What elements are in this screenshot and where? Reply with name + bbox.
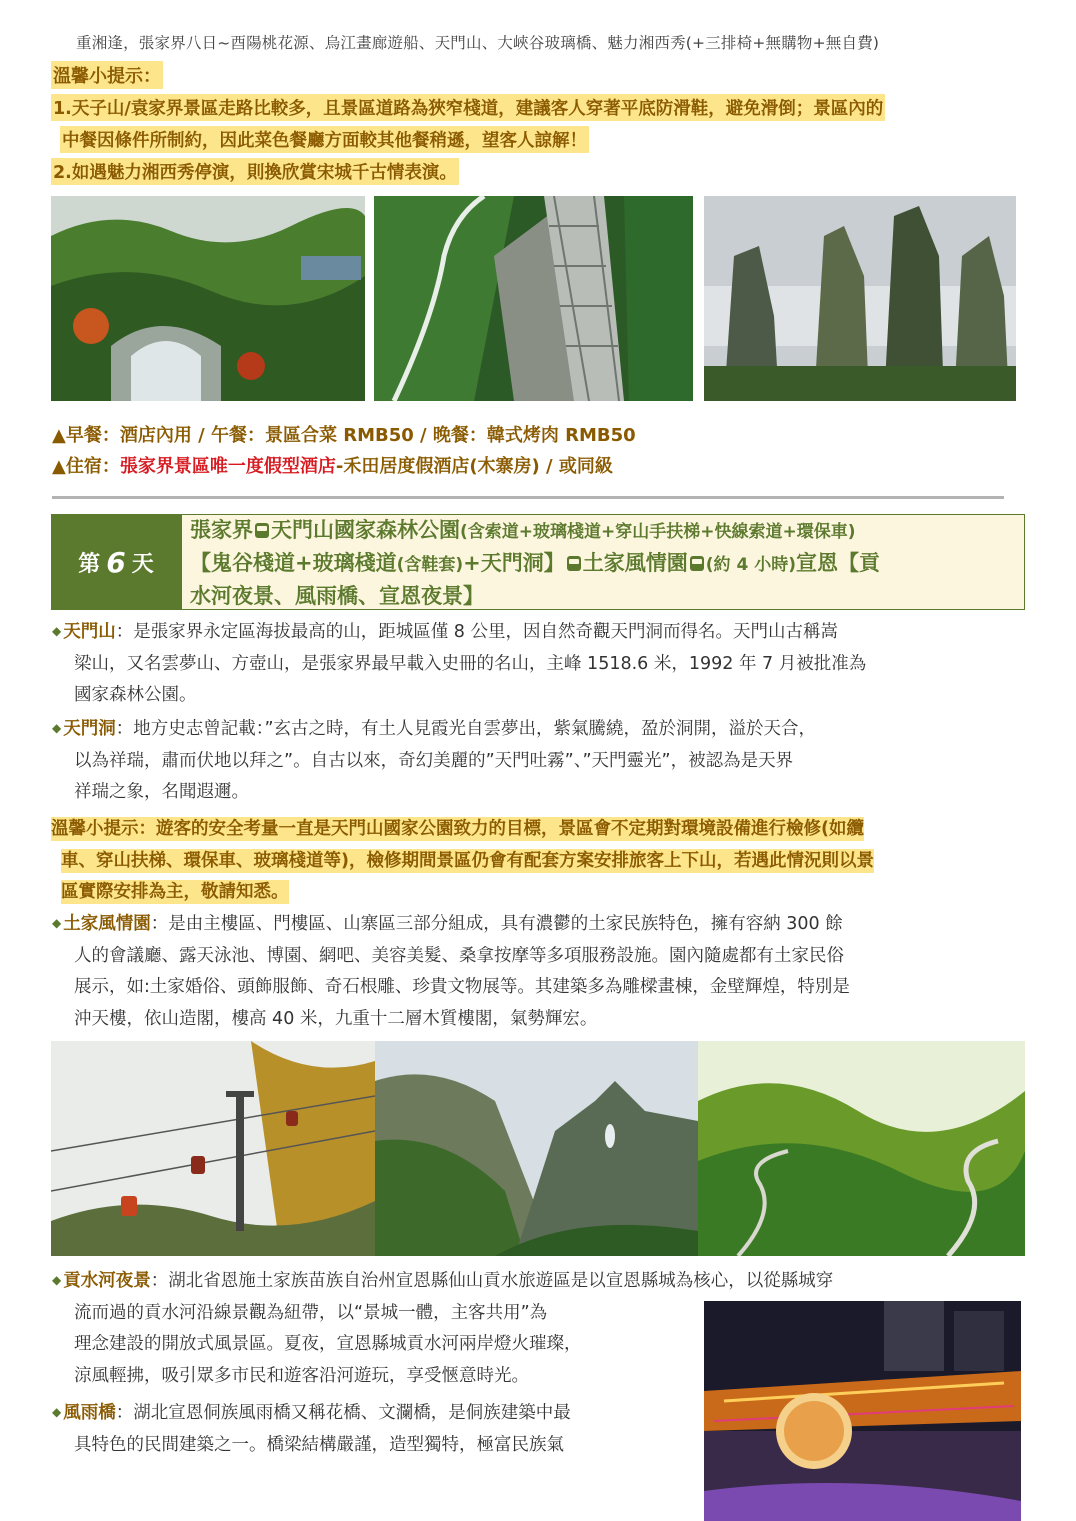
- tianmendong-paragraph: [52, 713, 1027, 809]
- paragraph-label: 天門山: [63, 622, 116, 642]
- paragraph-text: 涼風輕拂，吸引眾多市民和遊客沿河遊玩，享受愜意時光。: [74, 1365, 529, 1386]
- bus-icon: [255, 523, 269, 538]
- paragraph-text: 以為祥瑞，肅而伏地以拜之”。自古以來，奇幻美麗的”天門吐霧”、”天門靈光”，被認為是天界: [74, 750, 794, 771]
- photo-bailong-elevator: [374, 196, 693, 401]
- document-header: 重湘逢，張家界八日~酉陽桃花源、烏江畫廊遊船、天門山、大峽谷玻璃橋、魅力湘西秀(+三排椅+無購物+無自費): [76, 34, 880, 52]
- paragraph-text: 理念建設的開放式風景區。夏夜，宣恩縣城貢水河兩岸燈火璀璨，: [74, 1334, 582, 1354]
- tip-line: 1.天子山/袁家界景區走路比較多，且景區道路為狹窄棧道，建議客人穿著平底防滑鞋，避免滑倒；景區內的: [51, 94, 885, 121]
- diamond-bullet-icon: ◆: [52, 1273, 62, 1287]
- hotel-prefix: ▲住宿：: [52, 456, 120, 477]
- paragraph-text: 祥瑞之象，名聞遐邇。: [74, 782, 249, 802]
- paragraph-text: ：是張家界永定區海拔最高的山，距城區僅 8 公里，因自然奇觀天門洞而得名。天門山古稱嵩: [115, 622, 838, 642]
- day-title-part: +天門洞】: [463, 551, 565, 575]
- day-title-part: 土家風情園: [582, 551, 688, 575]
- hotel-line: [52, 452, 613, 478]
- photo-winding-road: [698, 1041, 1025, 1256]
- paragraph-text: 國家森林公園。: [74, 685, 197, 705]
- hotel-name: -禾田居度假酒店(木寨房) / 或同級: [335, 456, 613, 477]
- paragraph-text: 梁山，又名雲夢山、方壺山，是張家界最早載入史冊的名山，主峰 1518.6 米，1992 年 7 月被批准為: [74, 653, 867, 674]
- paragraph-text: 展示，如:土家婚俗、頭飾服飾、奇石根雕、珍貴文物展等。其建築多為雕樑畫棟，金壁輝煌，特別是: [74, 977, 850, 997]
- hotel-highlight: 張家界景區唯一度假型酒店: [119, 456, 336, 477]
- bus-icon: [690, 556, 704, 571]
- day-title-part: 張家界: [190, 518, 253, 542]
- day-title-part: (含鞋套): [396, 555, 464, 575]
- day-prefix: 第: [78, 551, 101, 577]
- paragraph-text: 流而過的貢水河沿線景觀為紐帶，以“景城一體，主客共用”為: [74, 1302, 548, 1323]
- paragraph-text: ：是由主樓區、門樓區、山寨區三部分組成，具有濃鬱的土家民族特色，擁有容納 300 餘: [150, 914, 843, 934]
- day-title-part: (含索道+玻璃棧道+穿山手扶梯+快線索道+環保車): [460, 522, 856, 542]
- photo-cable-car: [51, 1041, 375, 1256]
- paragraph-text: 人的會議廳、露天泳池、博園、網吧、美容美髮、桑拿按摩等多項服務設施。園內隨處都有土家民俗: [74, 945, 844, 966]
- photo-natural-bridge: [51, 196, 365, 401]
- diamond-bullet-icon: ◆: [52, 1405, 62, 1419]
- day-title-part: 天門山國家森林公園: [271, 518, 460, 542]
- day-title-part: (約 4 小時): [705, 555, 796, 575]
- safety-tip: [51, 814, 1027, 909]
- day-title-part: 宣恩【貢: [795, 551, 880, 575]
- day-suffix: 天: [131, 551, 154, 577]
- paragraph-text: ：地方史志曾記載：”玄古之時，有土人見霞光自雲夢出，紫氣騰繞，盈於洞開，溢於天合，: [115, 719, 817, 739]
- paragraph-text: 沖天樓，依山造閣，樓高 40 米，九重十二層木質樓閣，氣勢輝宏。: [74, 1008, 598, 1029]
- diamond-bullet-icon: ◆: [52, 624, 62, 638]
- paragraph-text: ：湖北省恩施土家族苗族自治州宣恩縣仙山貢水旅遊區是以宣恩縣城為核心，以從縣城穿: [150, 1271, 834, 1291]
- paragraph-label: 天門洞: [63, 719, 116, 739]
- tip-line: 中餐因條件所制約，因此菜色餐廳方面較其他餐稍遜，望客人諒解！: [60, 126, 589, 153]
- tip-line: 區實際安排為主，敬請知悉。: [61, 882, 289, 902]
- paragraph-label: 土家風情園: [63, 914, 151, 934]
- fengyu-paragraph: [52, 1397, 702, 1461]
- photo-tianmen-mountain: [375, 1041, 698, 1256]
- day-number: 6: [106, 545, 126, 579]
- tianmenshan-paragraph: [52, 616, 1027, 712]
- tip-line: 溫馨小提示：遊客的安全考量一直是天門山國家公園致力的目標，景區會不定期對環境設備進行檢修(如纜: [51, 819, 864, 839]
- paragraph-text: 具特色的民間建築之一。橋梁結構嚴謹，造型獨特，極富民族氣: [74, 1434, 564, 1455]
- tip-line: 2.如遇魅力湘西秀停演，則換欣賞宋城千古情表演。: [51, 158, 459, 185]
- tip-line: 車、穿山扶梯、環保車、玻璃棧道等)，檢修期間景區仍會有配套方案安排旅客上下山，若遇此情況則以景: [61, 850, 874, 871]
- meals-line: ▲早餐：酒店內用 / 午餐：景區合菜 RMB50 / 晚餐：韓式烤肉 RMB50: [52, 425, 636, 446]
- photo-night-scene: [704, 1301, 1021, 1521]
- day-itinerary-title: [181, 514, 1025, 610]
- tujia-paragraph: [52, 908, 1027, 1035]
- paragraph-label: 貢水河夜景: [63, 1271, 151, 1291]
- diamond-bullet-icon: ◆: [52, 721, 62, 735]
- day-title-part: 水河夜景、風雨橋、宣恩夜景】: [190, 584, 484, 608]
- tip-title: 溫馨小提示：: [51, 61, 163, 89]
- day-badge: [51, 514, 181, 610]
- diamond-bullet-icon: ◆: [52, 916, 62, 930]
- bus-icon: [567, 556, 581, 571]
- paragraph-text: ：湖北宣恩侗族風雨橋又稱花橋、文瀾橋，是侗族建築中最: [115, 1403, 571, 1423]
- photo-sandstone-pillars: [704, 196, 1016, 401]
- paragraph-label: 風雨橋: [63, 1403, 116, 1423]
- day-title-part: 【鬼谷棧道+玻璃棧道: [190, 551, 397, 575]
- section-divider: [52, 496, 1004, 499]
